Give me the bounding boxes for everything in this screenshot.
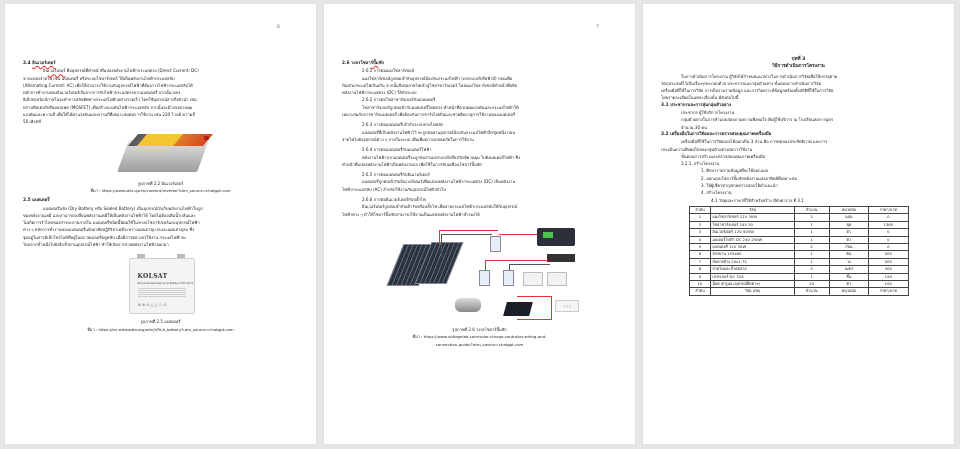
battery-warning-icons: ⊗⊗⊘△△♲⊙ [137,302,168,308]
table-row: 3 อินเวอร์เตอร์ 12V 500W 1 ตัว 0 [689,229,908,236]
subsection-title: 2.6.4 การต่อแบตเตอรี่กับมอเตอร์ไฟฟ้า [362,147,432,153]
paragraph-line: (Alternating Current: AC) เพื่อให้สามารถใช้งานกับอุปกรณ์ไฟฟ้าที่ต้องการไฟฟ้ากระแสสลับได้ [23,82,193,88]
figure-source: ที่มา : https://www.stkc.go.th/content/inverter?utm_source=chatgpt.com [90,187,231,193]
paragraph-line: ป้องกันกระแสไฟเกินเกิน จากนั้นจึงต่อสายไฟเข้าสู่โซล่าชาร์จเจอร์ โดยแผงโซลาร์เซลล์ทำหน้าที่ผลิต [342,82,518,88]
chapter-title: วิธีการดำเนินการโครงงาน [772,64,825,70]
inverter-image [111,130,211,176]
page-body [23,60,298,333]
pump-motor [455,298,481,312]
paragraph-line: จุ่มอยู่ในสารอิเล็กโทรไลต์ที่อยู่ในสภาพเจลหรือดูดซับ เมื่อมีการต่อวงจรใช้งาน กระแสไฟฟ้าจะ [23,234,187,240]
document-page-7 [324,4,635,444]
paragraph-line: ต่าง ๆ หลักการทำงานของแบตเตอรี่แห้งอาศัยปฏิกิริยาเคมีระหว่างแผ่นธาตุบวกและแผ่นธาตุลบ ซึ่ง [23,227,195,233]
paragraph-line: 50 เฮิรตซ์ [23,119,42,125]
subsection-title: 2.6.5 การต่อแบตเตอรี่กับอินเวอร์เตอร์ [362,172,430,178]
table-footer-row: ลำดับ วัสดุ (ต่อ) จำนวน หน่วยนับ ราคา/บาท [689,288,908,295]
table-row: 7 ล้อพ่วงข้าง 20x1.75 1 วง 500 [689,258,908,265]
circuit-breaker [479,270,490,286]
section-heading-3-1: 3.1 ประชากรและการสุ่มกลุ่มตัวอย่าง [661,102,732,108]
paragraph-line: หลักการทำงานของอินเวอร์เตอร์เริ่มจากการรับไฟฟ้ากระแสตรงจากแบตเตอรี่ จากนั้นวงจร [23,90,181,96]
paragraph-line: จากแหล่งจ่ายไฟ เช่น แบตเตอรี่ หรือระบบโซลาร์เซลล์ ให้เป็นพลังงานไฟฟ้ากระแสสลับ [23,75,175,81]
section-heading-2-6: 2.6 วงจรโซลาร์ปั๊มชัก [342,61,385,66]
paragraph-line: ขั้นตอนการสร้างและตรวจสอบคุณภาพเครื่องมือ [681,153,766,159]
battery-unit [547,272,567,286]
list-item: 1. ศึกษารวบรวมข้อมูลที่จะใช้ออกแบบ [701,168,769,174]
table-row: 6 จักรยาน 155x60 1 คัน 500 [689,251,908,258]
materials-table [689,206,909,296]
paragraph-line: ทำหน้าที่แปลงพลังงานไฟฟ้าเป็นพลังงานกล เพื่อใช้ในการขับเคลื่อนโซลาร์ปั๊มชัก [342,161,483,167]
paragraph-line: แบตเตอรี่ที่เก็บพลังงานไฟฟ้าไว้ จะถูกต่อผ่านอุปกรณ์ป้องกันกระแสไฟฟ้าอีกชุดหนึ่ง ก่อน [362,129,516,135]
figure-source: ที่มา : https://www.voltagelab.com/solar-charge-controller-wiring-and- [412,334,547,340]
section-heading-2-5: 2.5 แบตเตอรี่ [23,198,50,204]
subsection-title: 2.6.3 การต่อแบตเตอรี่เข้ากับระบบจ่ายไฟหลัก [362,122,444,128]
paragraph-line: ไฟฟ้าต่าง ๆ ทำให้โซลาร์ปั๊มชักสามารถใช้งานเป็นแหล่งพลังงานไฟฟ้าสำรองได้ [342,211,480,217]
figure-source: ที่มา : https://en.wikipedia.org/wiki/VRLA_battery?utm_source=chatgpt.com [87,326,234,332]
figure-caption: รูปภาพที่ 2.6 วงจรโซลาร์ปั๊มชัก [452,326,507,332]
charge-controller [537,228,575,246]
figure-source: connection-guide/?utm_source=chatgpt.com [435,341,524,347]
paragraph-line: ในการดำเนินการโครงงาน ผู้วิจัยได้กำหนดแนวทางในการดำเนินการวิจัยเพื่อให้บรรลุตาม [681,73,838,79]
paragraph-line: โดยรายละเอียดในแต่ละเรื่องนั้น มีดังต่อไปนี้ [661,95,739,101]
circuit-breaker [503,270,514,286]
paragraph-line: ไหลจากขั้วหนึ่งไปยังอีกขั้วผ่านอุปกรณ์ไฟฟ้า ทำให้เกิดการจ่ายพลังงานไฟฟ้าออกมา [23,242,169,248]
paragraph-line: ไม่เกิดการรั่วไหลของสารละลายภายใน แบตเตอรี่ชนิดนี้นิยมใช้ในระบบโซลาร์เซลล์และอุปกรณ์ไฟฟ้า [23,220,200,226]
subsection-title: 2.6.6 การต่ออินเวอร์เตอร์กับปลั๊กไฟ [362,197,426,203]
solar-circuit-diagram [377,222,582,322]
subsection-title: 3.2.1. สร้างโครงงาน [681,161,720,167]
battery-model: Nanoscale Gel Deep Cycle Battery LCPC 24-12 [137,282,194,286]
paragraph-line: อิเล็กทรอนิกส์ภายในจะทำการสลับทิศทางกระแสไฟฟ้าอย่างรวดเร็ว โดยใช้อุปกรณ์สารกึ่งตัวนำ เช่น [23,97,197,103]
paragraph-line: เหมาะสมกับการชาร์จแบตเตอรี่ เพื่อป้องกันการชาร์จไฟเกินและช่วยยืดอายุการใช้งานของแบตเตอรี่ [342,112,516,118]
figure-caption: รูปภาพที่ 2.5 แบตเตอรี่ [140,319,181,325]
table-row: 8 สายไฟและขั้วต่อสาย 5 เมตร 300 [689,266,908,273]
paragraph-line: โซล่าชาร์จเจอร์ถูกต่อเข้ากับแบตเตอรี่โดยตรง ทำหน้าที่ควบคุมแรงดันและกระแสไฟฟ้าให้ [362,104,519,110]
table-row: 9 เบรกเกอร์ DC 32A 1 ชิ้น 150 [689,273,908,280]
table-row: 10 น็อต สกรูและอุปกรณ์ยึดต่างๆ 20 ตัว 100 [689,281,908,288]
document-page-chapter-3 [643,4,954,444]
table-row: 5 แบตเตอรี่ 12V 30W 2 ก้อน 0 [689,243,908,250]
inverter-label [127,134,212,146]
inverter-terminal [204,136,209,140]
section-heading-3-2: 3.2 เครื่องมือในการวิจัยและการตรวจสอบคุณภาพเครื่องมือ [661,131,772,137]
chapter-number: บทที่ 3 [791,57,806,62]
list-item: 4.1 วัสดุและราคาที่ใช้สำหรับสร้าง มีดังตาราง ที่ 3.1 [711,197,804,203]
table-row: 1 แผงโซลาร์เซลล์ 12V 30W 2 แผ่น 0 [689,214,908,221]
paragraph-line: พลังงานไฟฟ้ากระแสตรง (DC) ให้กับระบบ [342,90,417,96]
power-outlet: ▯ ▯ ▯ [555,300,579,312]
table-row: 4 มอเตอร์ไฟฟ้า DC 24V 250W 1 ตัว 0 [689,236,908,243]
page-body [342,60,617,348]
paragraph-line: ของพลังงานเคมี และสามารถเปลี่ยนพลังงานเคมีให้เป็นพลังงานไฟฟ้าได้ โดยไม่ต้องเติมน้ำกลั่นและ [23,212,196,218]
paragraph-line: แบตเตอรี่แห้ง (Dry Battery หรือ Sealed Battery) เป็นอุปกรณ์กักเก็บพลังงานไฟฟ้าในรูป [43,205,203,211]
table-header-row: ลำดับ วัสดุ จำนวน หน่วยนับ ราคา/บาท [689,206,908,213]
paragraph-line: พลังงานไฟฟ้าจากแบตเตอรี่จะถูกส่งผ่านเบรกเกอร์หรือสวิตช์ควบคุม ไปยังมอเตอร์ไฟฟ้า ซึ่ง [362,154,521,160]
battery-spec-lines [138,288,186,297]
paragraph-line: แผงโซลาร์เซลล์ถูกต่อเข้ากับอุปกรณ์ป้องกันกระแสไฟฟ้า (เบรกเกอร์หรือฟิวส์) ก่อนเพื่อ [362,75,513,81]
table-row: 2 โซล่าชาร์จเจอร์ 24V 30 1 ชุด 1365 [689,221,908,228]
figure-caption: รูปภาพที่ 2.2 อินเวอร์เตอร์ [137,180,184,186]
battery-case [129,258,195,314]
paragraph-line: วัตถุประสงค์ไว้เป็นเรื่องๆประกอบด้วย ประชากรและกลุ่มตัวอย่าง ขั้นตอนการดำเนินการวิจัย [661,80,821,86]
subsection-title: 2.6.1 การต่อแผงโซลาร์เซลล์ [362,68,415,74]
battery-brand: KOLSAT [137,273,168,281]
document-page-6 [5,4,316,444]
paragraph-line: อินเวอร์เตอร์ คืออุปกรณ์ที่ทำหน้าที่แปลงพลังงานไฟฟ้ากระแสตรง (Direct Current: DC) [43,68,199,74]
paragraph-line: ประเมินความพึงพอใจของกลุ่มตัวอย่างต่อการใช้งาน [661,146,753,152]
paragraph-line: จ่ายไฟไปยังอุปกรณ์ต่าง ๆ ภายในระบบ เพื่อเพิ่มความปลอดภัยในการใช้งาน [342,136,474,142]
paragraph-line: แรงดันและความถี่ เพื่อให้ได้ค่าแรงดันและความถี่ที่เหมาะสมต่อการใช้งาน เช่น 220 โวลต์ ความถี่ [23,112,195,118]
paragraph-line: กลุ่มตัวอย่างในการทำแบบสอบถามความพึงพอใจ คือผู้ใช้บริการ ณ โรงเรียนสอการอุดร [681,117,834,123]
paragraph-line: แบตเตอรี่ถูกต่อเข้ากับอินเวอร์เตอร์เพื่อแปลงพลังงานไฟฟ้ากระแสตรง (DC) เป็นพลังงาน [362,179,516,185]
paragraph-line: ทรานซิสเตอร์หรือมอสเฟต (MOSFET) เพื่อสร้างแรงดันไฟฟ้ากระแสสลับ จากนั้นจะมีวงจรควบคุม [23,104,193,110]
paragraph-line: อินเวอร์เตอร์ถูกต่อเข้ากับเต้ารับหรือปลั๊กไฟ เพื่อจ่ายกระแสไฟฟ้ากระแสสลับให้กับอุปกรณ์ [362,204,518,210]
paragraph-line: ประชากร ผู้ใช้บริการโครงงาน [681,110,735,116]
paragraph-line: เครื่องมือที่ใช้ในการวิจัยแบ่งได้ออกเป็น 3 ส่วน คือ การทดลองประสิทธิภาพ และการ [681,139,828,145]
paragraph-line: ไฟฟ้ากระแสสลับ (AC) สำหรับใช้งานกับอุปกรณ์ไฟฟ้าทั่วไป [342,186,446,192]
list-item: 3. ให้ผู้เชี่ยวชาญช่วยตรวจสอบให้คำแนะนำ [701,183,778,189]
controller-display [543,232,553,238]
battery-unit [523,272,543,286]
terminal-bus [547,254,575,262]
paragraph-line: จำนวน 30 คน [681,124,707,130]
section-heading-2-4: 2.4 อินเวอร์เตอร์ [23,61,56,66]
battery-image [125,252,197,314]
page-body [661,56,936,296]
list-item: 4. สร้างโครงงาน [701,190,732,196]
list-item: 2. ออกแบบโซลาร์ปั๊มชักพลังงานแสงอาทิตย์ที่เหมาะสม [701,175,798,181]
page-number: 6 [277,25,280,30]
page-number: 7 [596,25,599,30]
subsection-title: 2.6.2 การต่อโซล่าชาร์จเจอร์กับแบตเตอรี่ [362,97,436,103]
paragraph-line: เครื่องมือที่ใช้ในการวิจัย การเก็บรวบรวมข้อมูล และการวิเคราะห์ข้อมูลพร้อมทั้งสถิติที่ใช้ในการวิจัย [661,88,834,94]
